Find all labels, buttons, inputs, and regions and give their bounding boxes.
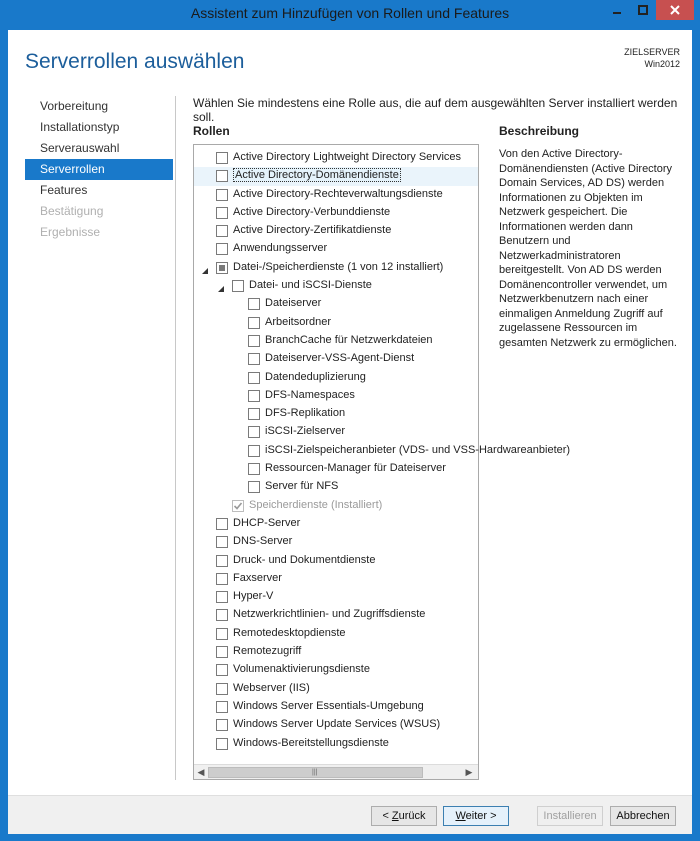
- expand-triangle-icon[interactable]: [216, 281, 226, 291]
- nav-item-vorbereitung[interactable]: Vorbereitung: [40, 99, 109, 113]
- role-checkbox[interactable]: [216, 170, 228, 182]
- role-item[interactable]: [194, 552, 478, 570]
- role-checkbox[interactable]: [216, 536, 228, 548]
- role-checkbox[interactable]: [216, 555, 228, 567]
- role-item[interactable]: [194, 295, 478, 313]
- role-label: Datendeduplizierung: [265, 370, 366, 383]
- instruction-text: Wählen Sie mindestens eine Rolle aus, die auf dem ausgewählten Server installiert werden soll.: [193, 96, 678, 124]
- next-button-label: eiter >: [465, 810, 497, 822]
- role-checkbox[interactable]: [248, 372, 260, 384]
- role-checkbox[interactable]: [216, 738, 228, 750]
- role-label: DFS-Replikation: [265, 407, 346, 420]
- role-item[interactable]: [194, 497, 478, 515]
- role-label: iSCSI-Zielspeicheranbieter (VDS- und VSS-Hardwareanbieter): [265, 443, 571, 456]
- role-item[interactable]: [194, 606, 478, 624]
- next-button-accesskey: W: [455, 810, 466, 822]
- window-title: Assistent zum Hinzufügen von Rollen und Features: [190, 5, 510, 21]
- role-item[interactable]: [194, 698, 478, 716]
- role-checkbox[interactable]: [216, 628, 228, 640]
- target-server-label: ZIELSERVER: [624, 47, 680, 57]
- role-checkbox[interactable]: [248, 408, 260, 420]
- role-label: Active Directory-Rechteverwaltungsdienste: [233, 187, 443, 200]
- back-button[interactable]: [371, 806, 437, 826]
- role-item[interactable]: [194, 588, 478, 606]
- nav-item-serverrollen[interactable]: Serverrollen: [25, 159, 173, 180]
- target-server: [624, 46, 680, 70]
- role-checkbox[interactable]: [216, 243, 228, 255]
- role-label: DNS-Server: [233, 535, 293, 548]
- wizard-client-area: [8, 30, 692, 833]
- role-checkbox[interactable]: [216, 591, 228, 603]
- maximize-icon: [637, 4, 649, 16]
- role-item[interactable]: [194, 478, 478, 496]
- role-item[interactable]: [194, 405, 478, 423]
- role-item[interactable]: [194, 515, 478, 533]
- minimize-button[interactable]: [604, 0, 630, 20]
- role-checkbox[interactable]: [248, 481, 260, 493]
- role-item[interactable]: [194, 240, 478, 258]
- role-checkbox[interactable]: [232, 280, 244, 292]
- role-checkbox[interactable]: [216, 683, 228, 695]
- role-checkbox[interactable]: [248, 463, 260, 475]
- role-label: Server für NFS: [265, 480, 339, 493]
- role-item[interactable]: [194, 533, 478, 551]
- role-label: Webserver (IIS): [233, 681, 310, 694]
- title-bar[interactable]: [0, 0, 700, 26]
- role-label: Windows Server Update Services (WSUS): [233, 718, 441, 731]
- role-checkbox[interactable]: [248, 390, 260, 402]
- role-checkbox[interactable]: [216, 262, 228, 274]
- wizard-footer: [8, 795, 692, 834]
- page-title: Serverrollen auswählen: [25, 50, 245, 73]
- next-button[interactable]: [443, 806, 509, 826]
- back-button-accesskey: Z: [391, 810, 399, 822]
- role-label: Druck- und Dokumentdienste: [233, 553, 376, 566]
- role-label: Dateiserver-VSS-Agent-Dienst: [265, 352, 415, 365]
- role-checkbox[interactable]: [216, 719, 228, 731]
- role-checkbox[interactable]: [216, 646, 228, 658]
- role-item[interactable]: [194, 716, 478, 734]
- role-item[interactable]: [194, 369, 478, 387]
- scroll-left-icon[interactable]: ◀: [197, 767, 205, 777]
- role-item[interactable]: [194, 643, 478, 661]
- nav-item-ergebnisse: Ergebnisse: [40, 225, 101, 239]
- role-item[interactable]: [194, 625, 478, 643]
- role-checkbox[interactable]: [216, 189, 228, 201]
- minimize-icon: [611, 4, 623, 16]
- horizontal-scrollbar[interactable]: [194, 764, 478, 779]
- role-item[interactable]: [194, 332, 478, 350]
- role-item[interactable]: [194, 259, 478, 277]
- close-button[interactable]: [656, 0, 694, 20]
- role-checkbox[interactable]: [216, 152, 228, 164]
- roles-heading: Rollen: [193, 124, 230, 138]
- cancel-button[interactable]: Abbrechen: [610, 806, 676, 826]
- role-checkbox[interactable]: [248, 335, 260, 347]
- nav-item-installationstyp[interactable]: Installationstyp: [40, 120, 120, 134]
- role-checkbox[interactable]: [216, 573, 228, 585]
- role-label: Active Directory Lightweight Directory Services: [233, 151, 462, 163]
- role-item[interactable]: [194, 460, 478, 478]
- scroll-right-icon[interactable]: ▶: [465, 767, 473, 777]
- role-checkbox[interactable]: [216, 609, 228, 621]
- expand-triangle-icon[interactable]: [200, 263, 210, 273]
- role-item[interactable]: [194, 204, 478, 222]
- role-label: Ressourcen-Manager für Dateiserver: [265, 462, 446, 475]
- role-item[interactable]: [194, 350, 478, 368]
- nav-divider: [175, 96, 176, 780]
- role-label: Datei- und iSCSI-Dienste: [249, 279, 372, 292]
- roles-tree[interactable]: [193, 144, 571, 780]
- role-label: Remotezugriff: [233, 645, 302, 658]
- target-server-name: Win2012: [644, 59, 680, 69]
- role-item[interactable]: [194, 661, 478, 679]
- role-item[interactable]: [194, 442, 571, 460]
- role-label: Arbeitsordner: [265, 315, 332, 328]
- role-item[interactable]: [194, 387, 478, 405]
- role-label: Netzwerkrichtlinien- und Zugriffsdienste: [233, 608, 426, 621]
- role-label: Speicherdienste (Installiert): [249, 498, 383, 511]
- wizard-nav: [25, 96, 173, 243]
- role-label: Dateiserver: [265, 297, 322, 310]
- role-label: DHCP-Server: [233, 516, 301, 529]
- role-checkbox[interactable]: [216, 207, 228, 219]
- nav-item-features[interactable]: Features: [40, 183, 88, 197]
- role-item[interactable]: [194, 277, 478, 295]
- role-checkbox[interactable]: [248, 426, 260, 438]
- role-checkbox[interactable]: [216, 518, 228, 530]
- role-label: BranchCache für Netzwerkdateien: [265, 333, 433, 346]
- role-item[interactable]: [194, 167, 478, 185]
- description-heading: Beschreibung: [499, 124, 580, 138]
- role-label: Windows-Bereitstellungsdienste: [233, 736, 389, 749]
- role-label: Active Directory-Verbunddienste: [233, 205, 391, 218]
- role-label: DFS-Namespaces: [265, 388, 355, 401]
- role-item[interactable]: [194, 423, 478, 441]
- role-label: Windows Server Essentials-Umgebung: [233, 699, 424, 712]
- role-label: Active Directory-Domänendienste: [235, 169, 399, 182]
- role-label: Remotedesktopdienste: [233, 626, 346, 639]
- checkmark-icon: [233, 501, 243, 511]
- role-checkbox[interactable]: [216, 701, 228, 713]
- scrollbar-grip-icon: |||: [312, 769, 318, 776]
- role-checkbox[interactable]: [216, 225, 228, 237]
- role-item[interactable]: [194, 570, 478, 588]
- nav-item-bestaetigung: Bestätigung: [40, 204, 104, 218]
- role-label: Hyper-V: [233, 590, 274, 603]
- role-label: Datei-/Speicherdienste (1 von 12 installiert): [233, 260, 444, 273]
- install-button: Installieren: [537, 806, 603, 826]
- role-item[interactable]: [194, 314, 478, 332]
- nav-item-serverauswahl[interactable]: Serverauswahl: [40, 141, 120, 155]
- role-checkbox[interactable]: [248, 353, 260, 365]
- role-label: Faxserver: [233, 571, 282, 584]
- role-item[interactable]: [194, 186, 478, 204]
- description-text: Von den Active Directory-Domänendiensten (Active Directory Domain Services, AD DS) werden Informationen zu Objekten im Netzwerk gespeichert. Die Informationen werden dann Benutzern und Netzwerkadministratoren bereitgestellt. Von AD DS werden Domänencontroller verwendet, um Netzwerkbenutzern nach einer einmaligen Anmeldung Zugriff auf zugelassene Ressourcen im gesamten Netzwerk zu ermöglichen.: [499, 148, 677, 349]
- roles-tree-items: [194, 149, 571, 763]
- role-label: Active Directory-Zertifikatdienste: [233, 224, 392, 237]
- maximize-button[interactable]: [630, 0, 656, 20]
- role-item[interactable]: [194, 680, 478, 698]
- close-icon: [669, 4, 681, 16]
- back-button-label: urück: [398, 810, 426, 822]
- role-label: Volumenaktivierungsdienste: [233, 663, 370, 676]
- role-checkbox[interactable]: [248, 317, 260, 329]
- role-item[interactable]: [194, 149, 478, 167]
- role-checkbox[interactable]: [216, 664, 228, 676]
- role-checkbox[interactable]: [248, 298, 260, 310]
- role-checkbox[interactable]: [248, 445, 260, 457]
- role-label: iSCSI-Zielserver: [265, 425, 346, 438]
- role-label: Anwendungsserver: [233, 242, 328, 255]
- role-checkbox: [232, 500, 244, 512]
- role-item[interactable]: [194, 222, 478, 240]
- role-item[interactable]: [194, 735, 478, 753]
- back-button-prefix: <: [382, 810, 392, 822]
